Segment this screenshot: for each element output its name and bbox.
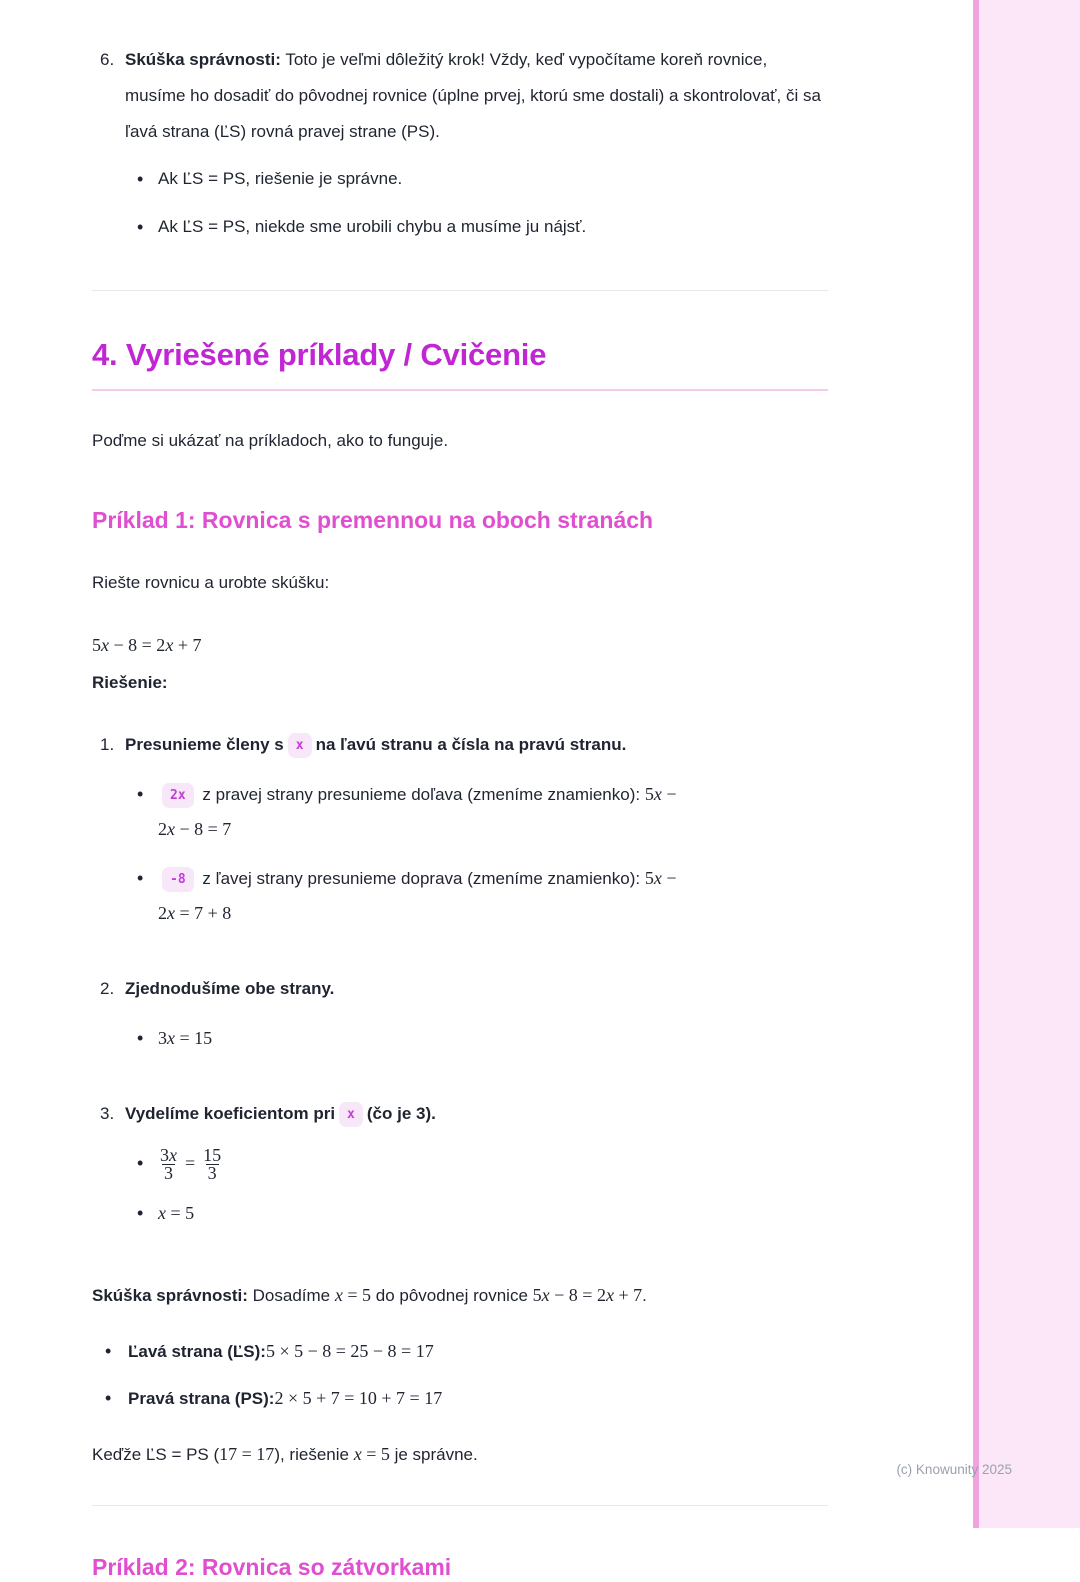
solution-label-text: Riešenie:	[92, 673, 168, 692]
math-expression: 5x −	[644, 784, 677, 804]
conclusion-paragraph	[92, 1436, 828, 1473]
step1-text-pre: Presunieme členy s	[125, 735, 284, 754]
bullet-text: z ľavej strany presunieme doprava (zmeníme znamienko):	[202, 869, 641, 888]
ls-label: Ľavá strana (ĽS):	[128, 1342, 266, 1362]
list-item	[125, 861, 828, 931]
list-item-body	[125, 42, 828, 258]
step-body	[125, 727, 828, 945]
list-item	[125, 777, 828, 847]
list-number: 6.	[100, 50, 115, 69]
section-divider	[92, 1505, 828, 1506]
ps-label: Pravá strana (PS):	[128, 1389, 275, 1409]
solution-label	[92, 665, 828, 701]
step-body	[125, 971, 828, 1070]
list-item	[125, 210, 828, 244]
fraction-numerator: 15	[203, 1145, 222, 1166]
bullet-text: Ak ĽS = PS, riešenie je správne.	[158, 169, 403, 188]
side-accent-strip	[973, 0, 1080, 1528]
list-number: 1.	[100, 735, 115, 754]
math-expression: 2x − 8 = 7	[158, 819, 232, 839]
section-lead: Poďme si ukázať na príkladoch, ako to funguje.	[92, 431, 449, 450]
footer-copyright: (c) Knowunity 2025	[896, 1462, 1012, 1477]
section-divider	[92, 290, 828, 291]
list-item	[92, 1334, 828, 1369]
step1-text	[125, 727, 828, 763]
math-expression: 3x = 15	[158, 1028, 213, 1048]
fraction-denominator: 3	[207, 1163, 217, 1184]
math-expression: 2 × 5 + 7 = 10 + 7 = 17	[274, 1388, 443, 1409]
list-item	[125, 1021, 828, 1056]
equals-sign: =	[185, 1153, 196, 1173]
item6-bullet-list	[125, 162, 828, 244]
solution-steps	[92, 727, 828, 1245]
step3-text	[125, 1096, 828, 1132]
step-1	[92, 727, 828, 945]
conclusion-text: ), riešenie	[274, 1445, 349, 1465]
check-text: Dosadíme	[252, 1286, 331, 1306]
step-3	[92, 1096, 828, 1245]
math-expression: x = 5	[353, 1444, 390, 1465]
bullet-text: z pravej strany presunieme doľava (zmeníme znamienko):	[202, 785, 641, 804]
inline-code-2x: 2x	[162, 783, 194, 808]
inline-code-minus8: -8	[162, 867, 194, 892]
math-expression: x = 5	[158, 1203, 195, 1224]
conclusion-text: Keďže ĽS = PS (	[92, 1445, 220, 1465]
document-content	[92, 0, 828, 1582]
example2-heading: Príklad 2: Rovnica so zátvorkami	[92, 1554, 452, 1581]
step2-text-bold: Zjednodušíme obe strany.	[125, 979, 335, 998]
item6-title: Skúška správnosti:	[125, 50, 281, 69]
list-number: 2.	[100, 979, 115, 998]
step1-text-post: na ľavú stranu a čísla na pravú stranu.	[315, 735, 627, 754]
conclusion-text: je správne.	[394, 1445, 478, 1465]
check-title: Skúška správnosti:	[92, 1286, 248, 1306]
step3-text-pre: Vydelíme koeficientom pri	[125, 1104, 336, 1123]
step-2	[92, 971, 828, 1070]
fraction-numerator: • 3x	[160, 1145, 177, 1166]
math-expression: 5x − 8 = 2x + 7	[532, 1285, 643, 1306]
math-expression: 2x = 7 + 8	[158, 903, 232, 923]
list-number: 3.	[100, 1104, 115, 1123]
bullet-text: Ak ĽS = PS, niekde sme urobili chybu a musíme ju nájsť.	[158, 217, 587, 236]
section-heading: 4. Vyriešené príklady / Cvičenie	[92, 335, 828, 391]
inline-code-x: x	[339, 1102, 363, 1127]
step1-bullet-list	[125, 777, 828, 931]
math-expression: 17 = 17	[219, 1444, 275, 1465]
step2-bullet-list	[125, 1021, 828, 1056]
example1-equation: 5x − 8 = 2x + 7	[92, 635, 202, 655]
check-paragraph	[92, 1277, 828, 1314]
step2-text	[125, 971, 828, 1007]
math-expression: 5x −	[644, 868, 677, 888]
math-expression: 5 × 5 − 8 = 25 − 8 = 17	[265, 1341, 434, 1362]
list-item	[125, 162, 828, 196]
check-text: do pôvodnej rovnice	[375, 1286, 528, 1306]
item6-text: Toto je veľmi dôležitý krok! Vždy, keď vypočítame koreň rovnice, musíme ho dosadiť do pôvodnej rovnice (úplne prvej, ktorú sme dostali) a skontrolovať, či sa ľavá strana (ĽS) rovná pravej strane (PS).	[125, 50, 821, 141]
example1-heading: Príklad 1: Rovnica s premennou na oboch stranách	[92, 507, 654, 533]
list-item-6	[92, 42, 828, 258]
list-item	[125, 1146, 828, 1182]
math-expression: x = 5	[334, 1285, 372, 1306]
fraction-denominator: 3	[164, 1163, 173, 1184]
example1-prompt: Riešte rovnicu a urobte skúšku:	[92, 573, 330, 592]
step-body	[125, 1096, 828, 1245]
check-bullet-list	[92, 1334, 828, 1416]
step3-text-post: (čo je 3).	[366, 1104, 436, 1123]
step3-bullet-list	[125, 1146, 828, 1231]
fraction	[158, 1147, 179, 1182]
fraction	[201, 1147, 223, 1182]
list-item	[125, 1196, 828, 1231]
list-item	[92, 1381, 828, 1416]
check-text: .	[642, 1286, 647, 1306]
item6-paragraph	[125, 42, 828, 150]
inline-code-x: x	[288, 733, 312, 758]
